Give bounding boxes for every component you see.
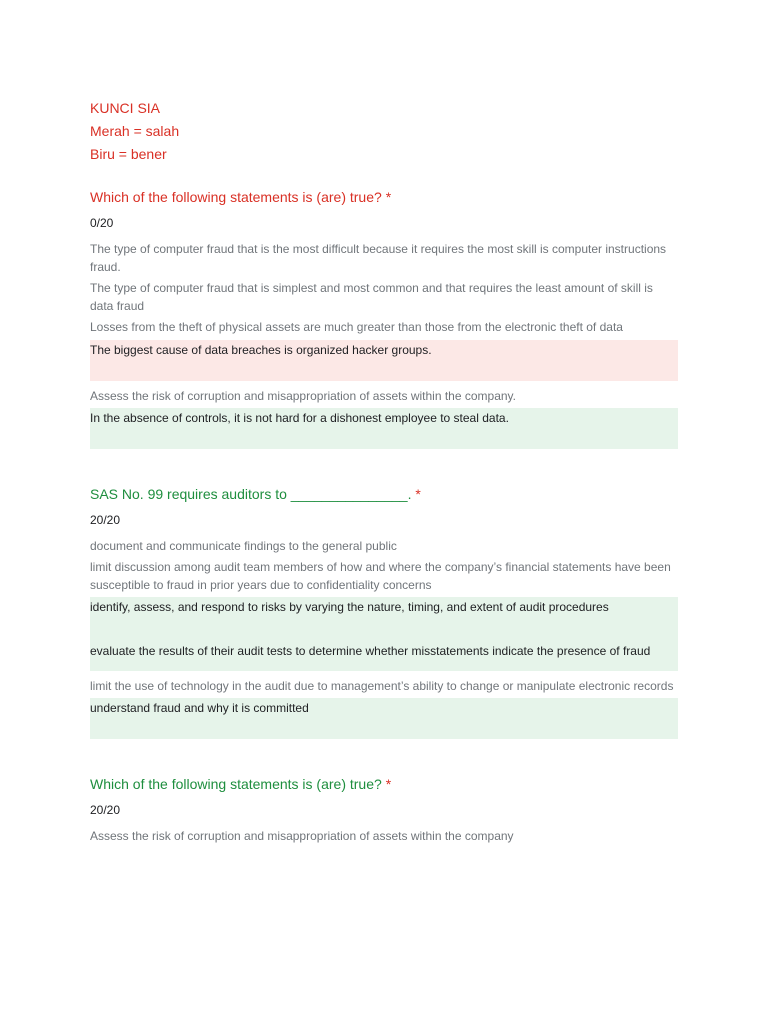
question-2: [90, 484, 678, 739]
question-3: [90, 774, 678, 845]
answer-option: The type of computer fraud that is simplest and most common and that requires the least amount of skill is data fraud: [90, 281, 653, 313]
required-mark: *: [385, 776, 392, 792]
question-text: SAS No. 99 requires auditors to _______________.: [90, 486, 412, 502]
question-score: 20/20: [90, 513, 121, 527]
question-score: 20/20: [90, 803, 121, 817]
answer-option: limit the use of technology in the audit due to management’s ability to change or manipulate electronic records: [90, 679, 674, 693]
question-score: 0/20: [90, 216, 114, 230]
answer-key-document: [90, 97, 678, 848]
legend: [90, 97, 678, 166]
answer-option: Assess the risk of corruption and misappropriation of assets within the company: [90, 829, 514, 843]
answer-option: limit discussion among audit team members of how and where the company’s financial statements have been susceptible to fraud in prior years due to confidentiality concerns: [90, 560, 671, 592]
correct-option: understand fraud and why it is committed: [90, 698, 678, 739]
legend-red-meaning: Merah = salah: [90, 123, 180, 139]
answer-option: Assess the risk of corruption and misappropriation of assets within the company.: [90, 389, 516, 403]
question-title: [90, 484, 678, 504]
answer-option: The type of computer fraud that is the most difficult because it requires the most skill is computer instructions fraud.: [90, 242, 667, 274]
legend-blue-meaning: Biru = bener: [90, 146, 167, 162]
correct-options-group: [90, 597, 678, 671]
question-text: Which of the following statements is (are) true?: [90, 189, 382, 205]
question-1: [90, 187, 678, 449]
question-title: [90, 774, 678, 794]
question-text: Which of the following statements is (are) true?: [90, 776, 382, 792]
required-mark: *: [385, 189, 392, 205]
option-spacer: [90, 616, 678, 642]
answer-option: document and communicate findings to the general public: [90, 539, 397, 553]
correct-option: evaluate the results of their audit tests to determine whether misstatements indicate the presence of fraud: [90, 644, 651, 658]
correct-option: In the absence of controls, it is not hard for a dishonest employee to steal data.: [90, 408, 678, 449]
selected-wrong-option: The biggest cause of data breaches is organized hacker groups.: [90, 340, 678, 381]
correct-option: identify, assess, and respond to risks by varying the nature, timing, and extent of audit procedures: [90, 600, 609, 614]
legend-title: KUNCI SIA: [90, 100, 161, 116]
question-title: [90, 187, 678, 207]
required-mark: *: [415, 486, 421, 502]
answer-option: Losses from the theft of physical assets are much greater than those from the electronic theft of data: [90, 320, 623, 334]
